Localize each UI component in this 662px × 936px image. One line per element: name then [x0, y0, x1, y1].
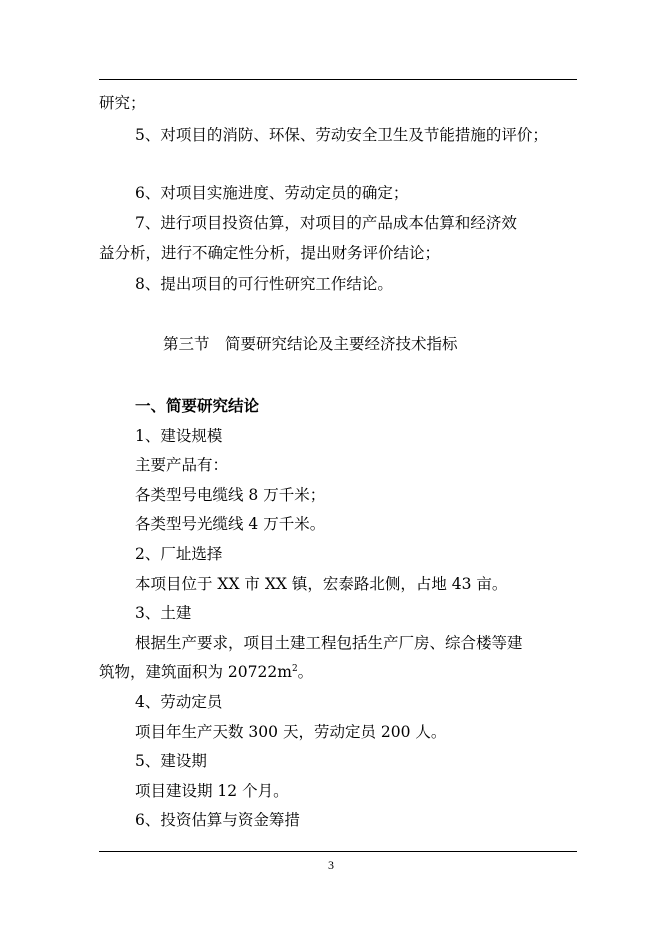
- item-site-location: 本项目位于 XX 市 XX 镇，宏泰路北侧，占地 43 亩。: [135, 575, 508, 593]
- item-staffing: 4、劳动定员: [135, 693, 223, 711]
- building-area-text: 筑物，建筑面积为 20722m: [99, 663, 292, 681]
- footer-rule: [99, 851, 577, 852]
- item-cable-output: 各类型号电缆线 8 万千米；: [135, 486, 326, 504]
- area-suffix: 。: [297, 663, 314, 681]
- item-site-selection: 2、厂址选择: [135, 545, 223, 563]
- item-civil-works: 3、土建: [135, 604, 192, 622]
- page-number: 3: [328, 858, 334, 872]
- body-line-3: 6、对项目实施进度、劳动定员的确定；: [135, 184, 409, 202]
- item-fiber-output: 各类型号光缆线 4 万千米。: [135, 515, 326, 533]
- item-staffing-desc: 项目年生产天数 300 天，劳动定员 200 人。: [135, 723, 447, 741]
- body-line-5: 益分析，进行不确定性分析，提出财务评价结论；: [99, 244, 441, 262]
- item-investment: 6、投资估算与资金筹措: [135, 811, 300, 829]
- item-civil-desc-2: [99, 662, 313, 682]
- item-construction-period: 5、建设期: [135, 752, 207, 770]
- body-line-1: 研究；: [99, 94, 146, 112]
- item-civil-desc-1: 根据生产要求，项目土建工程包括生产厂房、综合楼等建: [135, 634, 523, 652]
- item-period-desc: 项目建设期 12 个月。: [135, 782, 289, 800]
- header-rule: [99, 79, 577, 80]
- body-line-4: 7、进行项目投资估算，对项目的产品成本估算和经济效: [135, 214, 517, 232]
- item-construction-scale: 1、建设规模: [135, 427, 223, 445]
- area-superscript: 2: [291, 663, 298, 674]
- body-line-6: 8、提出项目的可行性研究工作结论。: [135, 275, 393, 293]
- subsection-title: 一、简要研究结论: [135, 396, 260, 415]
- body-line-2: 5、对项目的消防、环保、劳动安全卫生及节能措施的评价；: [135, 126, 548, 144]
- item-main-products: 主要产品有：: [135, 456, 229, 474]
- section-title: 第三节 简要研究结论及主要经济技术指标: [163, 335, 458, 353]
